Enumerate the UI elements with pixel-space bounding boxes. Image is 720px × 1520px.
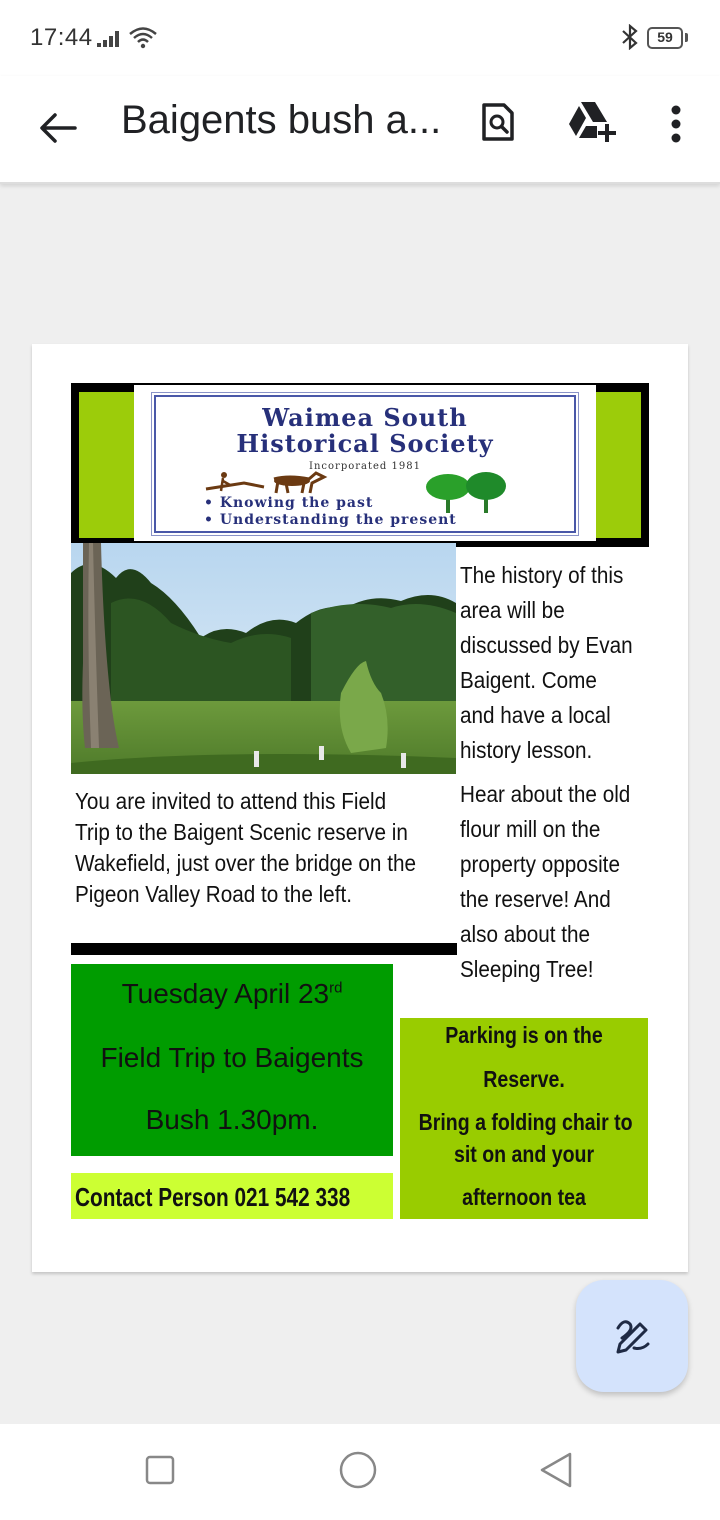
history-line: history lesson. [460,737,593,763]
parking-box [400,1018,648,1219]
event-date-suffix: rd [329,979,343,997]
logo-motto [204,495,457,529]
mill-paragraph [460,777,667,987]
battery-level: 59 [657,29,673,45]
invite-line: You are invited to attend this Field [75,788,387,814]
mill-line: flour mill on the [460,816,601,842]
divider-bar [71,943,457,955]
logo-incorporated: Incorporated 1981 [309,461,421,472]
history-line: discussed by Evan [460,632,633,658]
logo-motto-line2: • Understanding the present [204,512,457,528]
parking-line: Parking is on the [445,1022,603,1048]
edit-pencil-icon [612,1316,652,1356]
event-time: Bush 1.30pm. [145,1104,319,1135]
document-title: Baigents bush a... [121,98,442,142]
system-nav-bar [0,1424,720,1520]
wifi-icon [128,25,158,49]
parking-line: Reserve. [483,1066,565,1092]
mill-line: Hear about the old [460,781,631,807]
event-box [71,964,393,1156]
back-arrow-icon [39,112,77,144]
document-page[interactable] [32,344,688,1272]
logo-title [156,405,574,457]
mill-line: the reserve! And [460,886,611,912]
history-line: area will be [460,597,565,623]
status-bar [0,0,720,76]
header-green-right [596,392,641,538]
header-green-left [79,392,134,538]
back-triangle-icon[interactable] [536,1450,576,1490]
parking-line: sit on and your [453,1141,595,1167]
contact-person: Contact Person 021 542 338 [75,1182,351,1212]
parking-line: afternoon tea [462,1184,586,1210]
logo-title-line2: Historical Society [236,429,494,458]
horse-plough-icon [204,469,334,495]
invite-line: Pigeon Valley Road to the left. [75,881,352,907]
edit-fab-button[interactable] [576,1280,688,1392]
find-in-page-button[interactable] [472,96,524,148]
history-line: and have a local [460,702,611,728]
signal-icon [97,28,123,48]
status-time: 17:44 [30,24,93,51]
logo-motto-line1: • Knowing the past [204,495,374,511]
logo-frame [154,395,576,533]
history-paragraph [460,558,667,768]
add-to-drive-icon [567,100,617,144]
battery-tip [685,33,688,42]
event-title: Field Trip to Baigents [100,1042,364,1073]
app-bar [0,76,720,184]
mill-line: also about the [460,921,591,947]
invite-line: Wakefield, just over the bridge on the [75,850,416,876]
contact-box [71,1173,393,1219]
add-to-drive-button[interactable] [562,96,622,148]
mill-line: property opposite [460,851,620,877]
battery-icon [647,27,683,49]
society-logo [134,385,596,541]
event-date [71,978,393,1010]
more-vertical-icon [670,104,682,144]
mill-line: Sleeping Tree! [460,956,594,982]
back-button[interactable] [30,100,86,156]
reserve-photo [71,543,456,774]
event-date-text: Tuesday April 23 [121,978,330,1009]
invite-line: Trip to the Baigent Scenic reserve in [75,819,408,845]
header-band [71,383,649,547]
home-circle-icon[interactable] [336,1448,380,1492]
history-line: The history of this [460,562,624,588]
more-options-button[interactable] [654,96,698,152]
history-line: Baigent. Come [460,667,597,693]
parking-line: Bring a folding chair to [418,1109,633,1135]
recents-square-icon[interactable] [144,1454,176,1486]
bluetooth-icon [620,24,640,50]
invite-paragraph [75,786,458,910]
find-in-page-icon [481,102,515,142]
logo-title-line1: Waimea South [262,403,468,432]
